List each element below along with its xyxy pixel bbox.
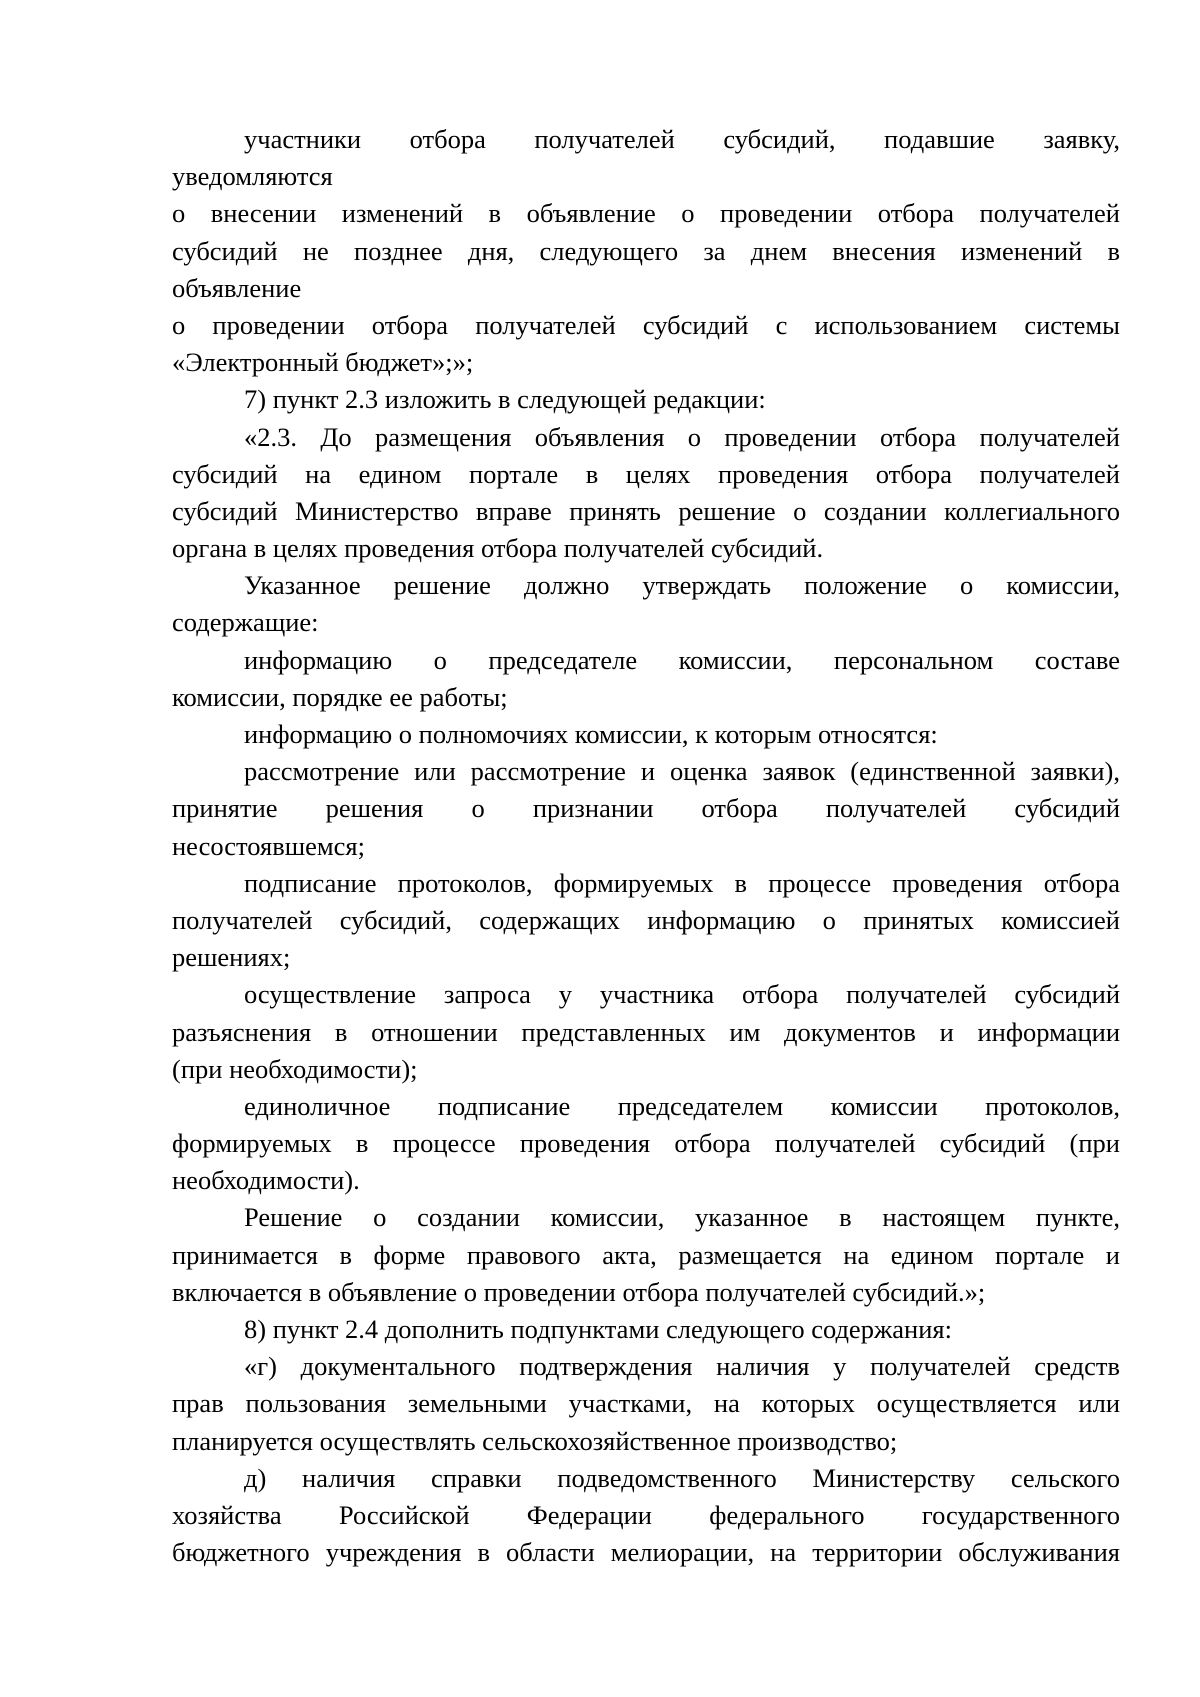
text-line: прав пользования земельными участками, на которых осуществляется или [172,1388,1120,1419]
text-line: необходимости). [172,1165,360,1196]
text-line: Указанное решение должно утверждать положение о комиссии, [244,570,1120,601]
text-line: осуществление запроса у участника отбора получателей субсидий [244,979,1120,1010]
text-line: «2.3. До размещения объявления о проведении отбора получателей [244,421,1120,452]
text-line: несостоявшемся; [172,830,365,861]
text-line: субсидий Министерство вправе принять решение о создании коллегиального [172,495,1120,526]
text-line: подписание протоколов, формируемых в процессе проведения отбора [244,867,1120,898]
text-line: планируется осуществлять сельскохозяйственное производство; [172,1425,898,1456]
text-line: принимается в форме правового акта, размещается на едином портале и [172,1239,1120,1270]
text-line: 7) пункт 2.3 изложить в следующей редакции: [244,384,766,415]
text-line: участники отбора получателей субсидий, подавшие заявку, [244,124,1120,154]
text-line: единоличное подписание председателем комиссии протоколов, [244,1090,1120,1121]
text-line: «Электронный бюджет»;»; [172,347,474,378]
text-line: органа в целях проведения отбора получателей субсидий. [172,533,824,564]
text-line: разъяснения в отношении представленных им документов и информации [172,1016,1120,1047]
document-page [172,121,1120,1571]
text-line: 8) пункт 2.4 дополнить подпунктами следующего содержания: [244,1314,952,1344]
text-line: (при необходимости); [172,1053,418,1084]
text-line: включается в объявление о проведении отбора получателей субсидий.»; [172,1276,986,1307]
text-line: комиссии, порядке ее работы; [172,681,508,712]
text-line: содержащие: [172,607,319,638]
text-line: принятие решения о признании отбора получателей субсидий [172,793,1120,824]
text-line: о проведении отбора получателей субсидий с использованием системы [172,309,1120,340]
text-line: информацию о председателе комиссии, персональном составе [244,644,1120,675]
text-line: уведомляются [172,161,333,192]
text-line: субсидий на едином портале в целях проведения отбора получателей [172,458,1120,489]
text-line: о внесении изменений в объявление о проведении отбора получателей [172,198,1120,229]
text-line: Решение о создании комиссии, указанное в настоящем пункте, [244,1202,1120,1233]
text-line: решениях; [172,942,291,973]
text-line: формируемых в процессе проведения отбора получателей субсидий (при [172,1128,1120,1159]
text-line: получателей субсидий, содержащих информацию о принятых комиссией [172,904,1120,935]
text-line: д) наличия справки подведомственного Министерству сельского [244,1462,1120,1493]
text-line: объявление [172,272,302,303]
text-line: бюджетного учреждения в области мелиорации, на территории обслуживания [172,1537,1120,1568]
text-line: «г) документального подтверждения наличия у получателей средств [244,1351,1120,1382]
text-line: хозяйства Российской Федерации федерального государственного [172,1499,1120,1530]
text-line: субсидий не позднее дня, следующего за днем внесения изменений в [172,235,1120,266]
text-line: рассмотрение или рассмотрение и оценка заявок (единственной заявки), [244,756,1120,787]
text-line: информацию о полномочиях комиссии, к которым относятся: [244,719,938,749]
